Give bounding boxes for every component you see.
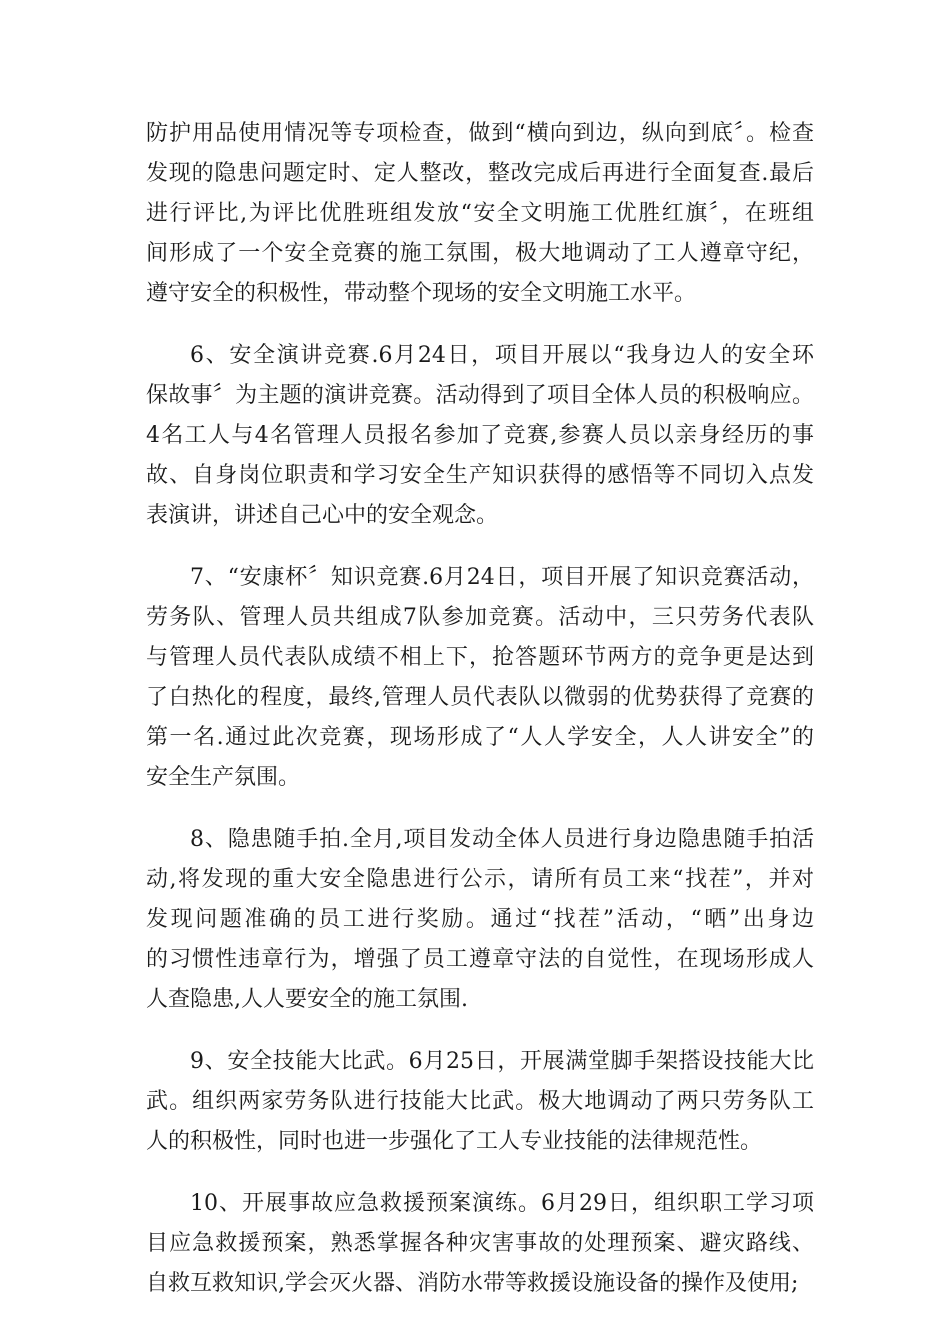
paragraph-item-10	[146, 1184, 814, 1304]
text-line: 故、自身岗位职责和学习安全生产知识获得的感悟等不同切入点发	[146, 463, 814, 488]
text-line: 武。组织两家劳务队进行技能大比武。极大地调动了两只劳务队工	[146, 1089, 814, 1114]
text-line: 10、开展事故应急救援预案演练。6月29日，组织职工学习项	[190, 1191, 814, 1216]
text-line: 目应急救援预案，熟悉掌握各种灾害事故的处理预案、避灾路线、	[146, 1231, 814, 1256]
text-line: 第一名.通过此次竞赛，现场形成了“人人学安全，人人讲安全”的	[146, 725, 814, 750]
text-line: 动,将发现的重大安全隐患进行公示，请所有员工来“找茬”，并对	[146, 867, 814, 892]
text-line: 防护用品使用情况等专项检查，做到“横向到边，纵向到底〞。检查	[146, 121, 814, 146]
text-line: 发现问题准确的员工进行奖励。通过“找茬”活动，“晒”出身边	[146, 907, 814, 932]
paragraph-item-7	[146, 558, 814, 798]
text-line: 6、安全演讲竞赛.6月24日，项目开展以“我身边人的安全环	[190, 343, 814, 368]
text-line: 人的积极性，同时也进一步强化了工人专业技能的法律规范性。	[146, 1129, 763, 1154]
text-line: 4名工人与4名管理人员报名参加了竞赛,参赛人员以亲身经历的事	[146, 423, 814, 448]
text-line: 进行评比,为评比优胜班组发放“安全文明施工优胜红旗〞，在班组	[146, 201, 814, 226]
text-line: 保故事〞为主题的演讲竞赛。活动得到了项目全体人员的积极响应。	[146, 383, 814, 408]
text-line: 了白热化的程度，最终,管理人员代表队以微弱的优势获得了竞赛的	[146, 685, 814, 710]
paragraph-item-8	[146, 820, 814, 1020]
paragraph-item-9	[146, 1042, 814, 1162]
paragraph-inspection	[146, 114, 814, 314]
document-body	[146, 114, 814, 1326]
text-line: 间形成了一个安全竞赛的施工氛围，极大地调动了工人遵章守纪，	[146, 241, 814, 266]
text-line: 发现的隐患问题定时、定人整改，整改完成后再进行全面复查.最后	[146, 161, 814, 186]
text-line: 8、隐患随手拍.全月,项目发动全体人员进行身边隐患随手拍活	[190, 827, 814, 852]
text-line: 7、“安康杯〞知识竞赛.6月24日，项目开展了知识竞赛活动，	[190, 565, 814, 590]
text-line: 安全生产氛围。	[146, 765, 301, 790]
text-line: 人查隐患,人人要安全的施工氛围.	[146, 987, 468, 1012]
text-line: 遵守安全的积极性，带动整个现场的安全文明施工水平。	[146, 281, 697, 306]
paragraph-item-6	[146, 336, 814, 536]
text-line: 9、安全技能大比武。6月25日，开展满堂脚手架搭设技能大比	[190, 1049, 814, 1074]
text-line: 的习惯性违章行为，增强了员工遵章守法的自觉性，在现场形成人	[146, 947, 814, 972]
text-line: 自救互救知识,学会灭火器、消防水带等救援设施设备的操作及使用;	[146, 1271, 799, 1296]
text-line: 劳务队、管理人员共组成7队参加竞赛。活动中，三只劳务代表队	[146, 605, 814, 630]
text-line: 表演讲，讲述自己心中的安全观念。	[146, 503, 499, 528]
text-line: 与管理人员代表队成绩不相上下，抢答题环节两方的竞争更是达到	[146, 645, 814, 670]
